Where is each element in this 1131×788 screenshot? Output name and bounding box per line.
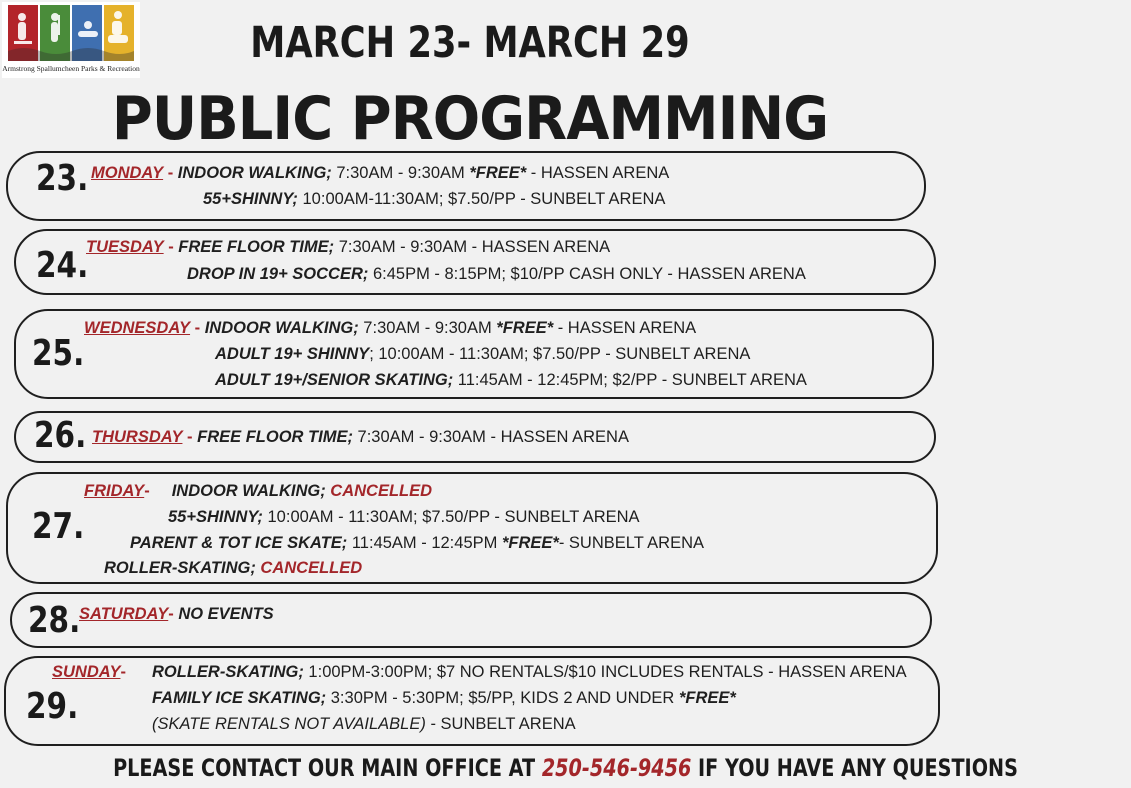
program-name: FREE FLOOR TIME; (197, 428, 353, 446)
schedule-line (152, 715, 576, 734)
day-label: FRIDAY (84, 482, 145, 500)
schedule-line (215, 345, 750, 364)
cancelled-status: CANCELLED (255, 559, 363, 577)
free-tag: *FREE* (501, 534, 559, 552)
separator: - (144, 482, 150, 500)
program-name: INDOOR WALKING; (171, 482, 326, 500)
program-name: INDOOR WALKING; (204, 319, 359, 337)
day-label: SUNDAY (52, 663, 121, 681)
program-time: 3:30PM - 5:30PM; $5/PP, KIDS 2 AND UNDER (326, 689, 679, 707)
day-number: 29. (26, 686, 79, 727)
program-name: 55+SHINNY; (203, 190, 298, 208)
free-tag: *FREE* (496, 319, 554, 337)
day-label: SATURDAY (79, 605, 169, 623)
page-title: PUBLIC PROGRAMMING (111, 84, 829, 154)
program-details: 7:30AM - 9:30AM - HASSEN ARENA (334, 238, 611, 256)
rental-note: (SKATE RENTALS NOT AVAILABLE) (152, 715, 426, 733)
schedule-line (104, 559, 362, 578)
schedule-line (86, 238, 610, 257)
program-details: 11:45AM - 12:45PM; $2/PP - SUNBELT ARENA (453, 371, 807, 389)
separator: - (120, 663, 126, 681)
schedule-line (92, 428, 629, 447)
day-number: 25. (32, 333, 85, 374)
program-details: 6:45PM - 8:15PM; $10/PP CASH ONLY - HASSEN ARENA (368, 265, 806, 283)
schedule-line (215, 371, 807, 390)
program-time: 7:30AM - 9:30AM (331, 164, 470, 182)
day-number: 28. (28, 600, 81, 641)
separator: - (163, 238, 179, 256)
schedule-line (187, 265, 806, 284)
program-name: FREE FLOOR TIME; (178, 238, 335, 256)
program-name: ROLLER-SKATING; (152, 663, 304, 681)
day-label: THURSDAY (92, 428, 183, 446)
separator: - (168, 605, 174, 623)
cancelled-status: CANCELLED (325, 482, 433, 500)
footer-text: PLEASE CONTACT OUR MAIN OFFICE AT (113, 754, 542, 782)
day-number: 26. (34, 415, 87, 456)
program-name: FAMILY ICE SKATING; (152, 689, 327, 707)
program-details: 1:00PM-3:00PM; $7 NO RENTALS/$10 INCLUDES RENTALS - HASSEN ARENA (303, 663, 907, 681)
footer-text: IF YOU HAVE ANY QUESTIONS (691, 754, 1018, 782)
program-name: 55+SHINNY; (168, 508, 263, 526)
program-time: 7:30AM - 9:30AM (358, 319, 497, 337)
schedule-line (168, 508, 640, 527)
program-name: ROLLER-SKATING; (104, 559, 256, 577)
day-number: 27. (32, 506, 85, 547)
logo-caption: Armstrong Spallumcheen Parks & Recreation (2, 64, 140, 73)
date-range: MARCH 23- MARCH 29 (250, 18, 690, 68)
program-name: ADULT 19+ SHINNY (215, 345, 370, 363)
free-tag: *FREE* (469, 164, 527, 182)
schedule-line (130, 534, 704, 553)
program-venue: - HASSEN ARENA (553, 319, 697, 337)
contact-footer (0, 754, 1018, 782)
schedule-line (52, 663, 126, 682)
schedule-line (152, 663, 907, 682)
day-number: 23. (36, 158, 89, 199)
program-name: PARENT & TOT ICE SKATE; (130, 534, 348, 552)
program-name: NO EVENTS (173, 605, 274, 623)
program-name: DROP IN 19+ SOCCER; (187, 265, 369, 283)
day-label: MONDAY (91, 164, 164, 182)
program-details: 10:00AM-11:30AM; $7.50/PP - SUNBELT ARENA (297, 190, 666, 208)
program-name: ADULT 19+/SENIOR SKATING; (215, 371, 454, 389)
program-details: 7:30AM - 9:30AM - HASSEN ARENA (352, 428, 629, 446)
schedule-line (84, 482, 432, 501)
program-details: ; 10:00AM - 11:30AM; $7.50/PP - SUNBELT ARENA (369, 345, 751, 363)
phone-number[interactable]: 250-546-9456 (541, 754, 692, 782)
schedule-line (203, 190, 665, 209)
program-time: 11:45AM - 12:45PM (347, 534, 502, 552)
separator: - (163, 164, 178, 182)
free-tag: *FREE* (678, 689, 736, 707)
schedule-line (91, 164, 669, 183)
schedule-line (79, 605, 274, 624)
program-venue: - SUNBELT ARENA (425, 715, 576, 733)
program-name: INDOOR WALKING; (177, 164, 332, 182)
separator: - (182, 428, 198, 446)
program-details: 10:00AM - 11:30AM; $7.50/PP - SUNBELT ARENA (262, 508, 640, 526)
day-label: WEDNESDAY (84, 319, 191, 337)
schedule-line (152, 689, 736, 708)
program-venue: - SUNBELT ARENA (558, 534, 704, 552)
day-box-monday (6, 151, 926, 221)
program-venue: - HASSEN ARENA (526, 164, 670, 182)
day-number: 24. (36, 245, 89, 286)
separator: - (190, 319, 205, 337)
schedule-line (84, 319, 696, 338)
day-label: TUESDAY (86, 238, 164, 256)
